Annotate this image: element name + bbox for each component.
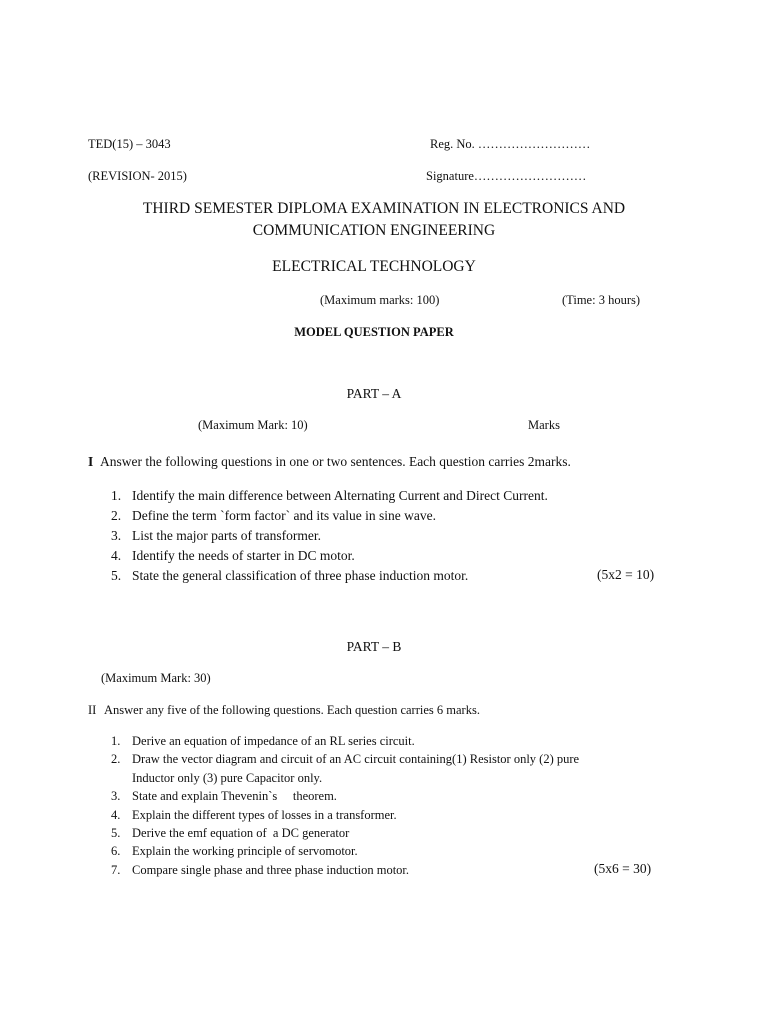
question-item: 5. Derive the emf equation of a DC generator — [111, 826, 350, 841]
question-text: Identify the needs of starter in DC motor. — [132, 548, 355, 563]
question-text: Draw the vector diagram and circuit of an AC circuit containing(1) Resistor only (2) pure — [132, 752, 580, 767]
question-text: Derive the emf equation of a DC generator — [132, 826, 350, 841]
question-item: 4. Explain the different types of losses in a transformer. — [111, 807, 397, 822]
exam-title-line1: THIRD SEMESTER DIPLOMA EXAMINATION IN ELECTRONICS AND — [142, 200, 626, 217]
paper-type: MODEL QUESTION PAPER — [294, 325, 454, 339]
part-b-heading: PART – B — [346, 639, 402, 654]
question-item: 4. Identify the needs of starter in DC motor. — [111, 548, 355, 563]
part-a-max-mark: (Maximum Mark: 10) — [198, 418, 308, 432]
question-item: 7. Compare single phase and three phase induction motor. — [111, 862, 410, 877]
question-text: Identify the main difference between Alternating Current and Direct Current. — [132, 488, 548, 503]
question-item: 5. State the general classification of three phase induction motor. — [111, 568, 469, 583]
paper-code: TED(15) – 3043 — [88, 137, 171, 151]
question-item: 3. State and explain Thevenin`s theorem. — [111, 789, 337, 804]
question-text: Explain the working principle of servomotor. — [132, 844, 358, 859]
question-item: 1. Derive an equation of impedance of an RL series circuit. — [111, 734, 415, 748]
question-item: 3. List the major parts of transformer. — [111, 528, 321, 543]
question-text: Explain the different types of losses in a transformer. — [132, 807, 397, 822]
part-a-instruction: Answer the following questions in one or two sentences. Each question carries 2marks. — [100, 454, 571, 469]
question-text: Derive an equation of impedance of an RL series circuit. — [132, 734, 415, 748]
maximum-marks: (Maximum marks: 100) — [320, 293, 440, 307]
question-text: State and explain Thevenin`s theorem. — [132, 789, 337, 804]
part-a-question-list — [87, 486, 548, 586]
marks-column-label: Marks — [528, 418, 560, 432]
part-a-heading: PART – A — [346, 386, 402, 401]
part-b-question-list — [87, 732, 579, 879]
question-item: 6. Explain the working principle of servomotor. — [111, 844, 358, 859]
question-item: 2. Draw the vector diagram and circuit of an AC circuit containing(1) Resistor only (2) pure Inductor only (3) pure Capacitor only. — [87, 750, 579, 787]
question-item: 2. Define the term `form factor` and its value in sine wave. — [111, 508, 437, 523]
exam-duration: (Time: 3 hours) — [562, 293, 641, 307]
signature-field: Signature……………………… — [426, 169, 587, 183]
subject-title: ELECTRICAL TECHNOLOGY — [272, 258, 476, 275]
reg-no-field: Reg. No. ……………………… — [430, 137, 591, 151]
question-text: List the major parts of transformer. — [132, 528, 321, 543]
section-numeral-ii: II — [88, 703, 97, 717]
part-b-max-mark: (Maximum Mark: 30) — [101, 671, 211, 685]
part-b-instruction: Answer any five of the following questions. Each question carries 6 marks. — [104, 703, 480, 717]
exam-title-line2: COMMUNICATION ENGINEERING — [252, 222, 496, 239]
question-text-continued: Inductor only (3) pure Capacitor only. — [132, 770, 323, 785]
part-a-total: (5x2 = 10) — [597, 567, 655, 582]
section-numeral-i: I — [88, 454, 94, 469]
question-text: Define the term `form factor` and its value in sine wave. — [132, 508, 437, 523]
question-item: 1. Identify the main difference between Alternating Current and Direct Current. — [111, 488, 548, 503]
revision-label: (REVISION- 2015) — [88, 169, 187, 183]
question-text: Compare single phase and three phase induction motor. — [132, 862, 410, 877]
question-text: State the general classification of three phase induction motor. — [132, 568, 469, 583]
part-b-total: (5x6 = 30) — [594, 861, 652, 876]
